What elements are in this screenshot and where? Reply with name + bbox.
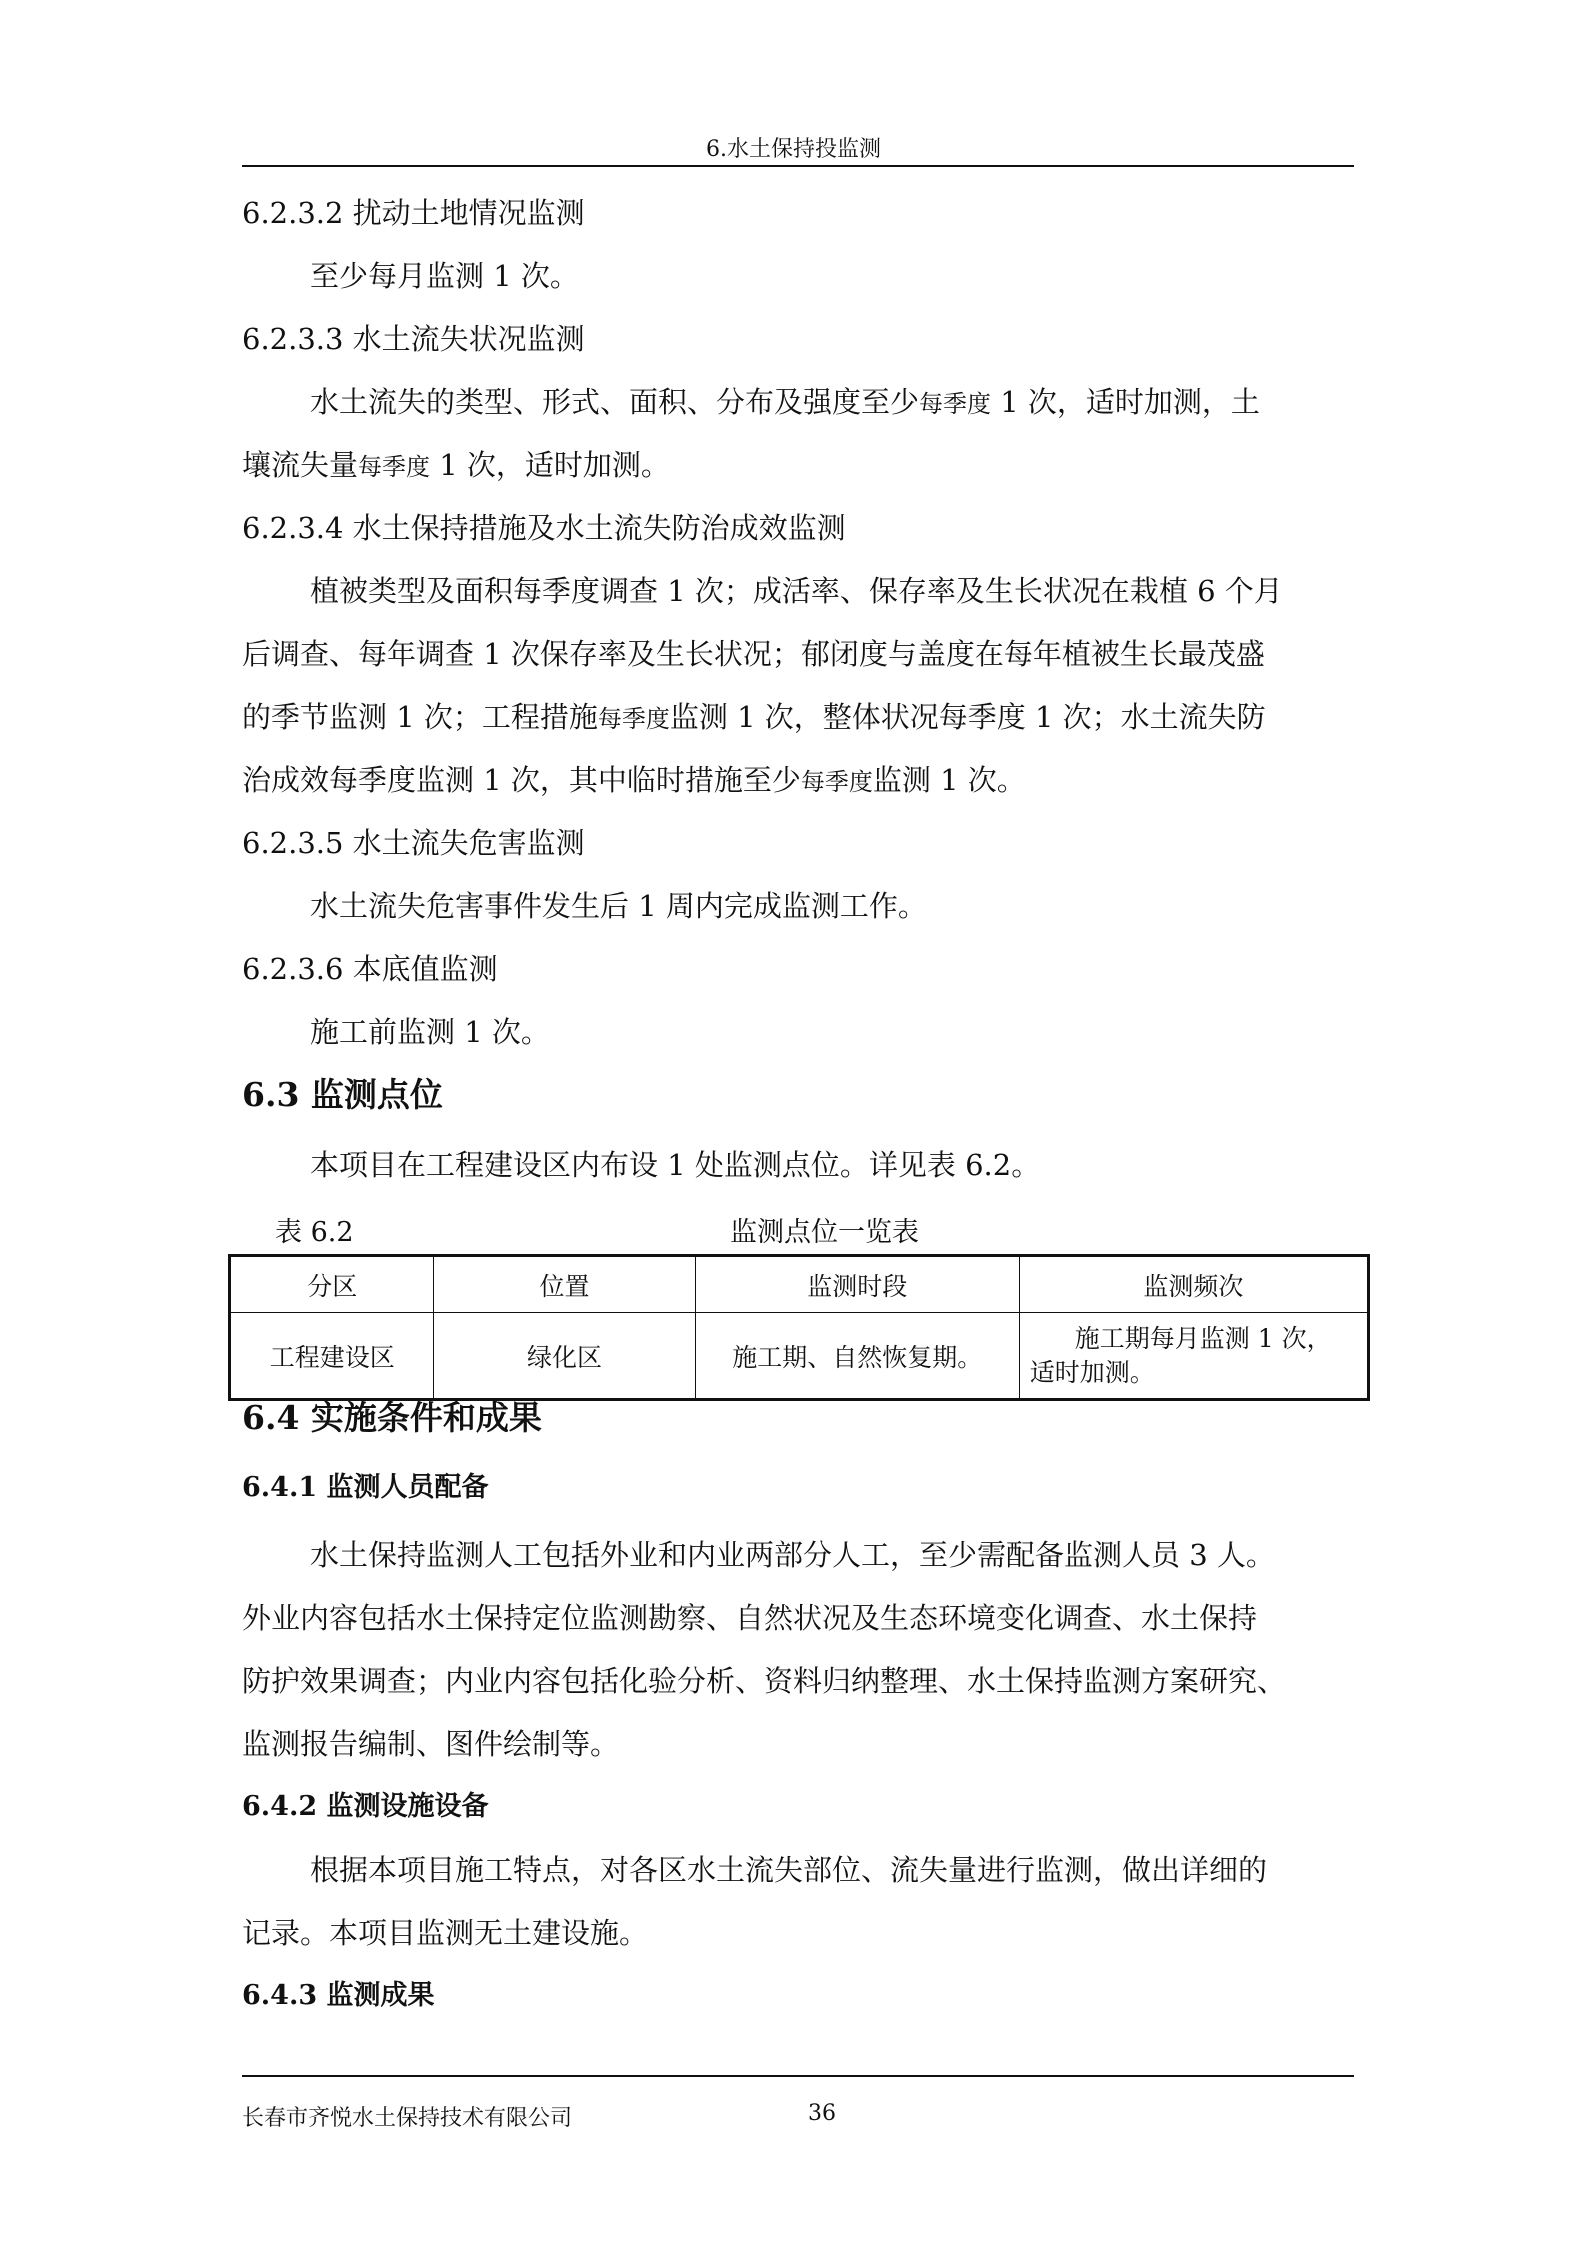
table-row xyxy=(230,1313,1369,1400)
section-6-2-3-6: 6.2.3.6 本底值监测 xyxy=(242,952,498,986)
paragraph-line: 水土保持监测人工包括外业和内业两部分人工，至少需配备监测人员 3 人。 xyxy=(310,1538,1275,1572)
table-header-cell: 位置 xyxy=(434,1256,695,1313)
paragraph-line: 的季节监测 1 次；工程措施每季度监测 1 次，整体状况每季度 1 次；水土流失防 xyxy=(242,700,1266,734)
heading-6-4-1: 6.4.1 监测人员配备 xyxy=(242,1472,489,1503)
heading-6-4-3: 6.4.3 监测成果 xyxy=(242,1980,435,2011)
heading-6-4: 6.4 实施条件和成果 xyxy=(242,1398,542,1437)
section-6-2-3-5: 6.2.3.5 水土流失危害监测 xyxy=(242,826,585,860)
paragraph-line: 监测报告编制、图件绘制等。 xyxy=(242,1727,620,1761)
heading-6-4-2: 6.4.2 监测设施设备 xyxy=(242,1791,489,1822)
paragraph: 水土流失危害事件发生后 1 周内完成监测工作。 xyxy=(310,889,927,923)
paragraph-line: 根据本项目施工特点，对各区水土流失部位、流失量进行监测，做出详细的 xyxy=(310,1853,1268,1887)
paragraph-line: 治成效每季度监测 1 次，其中临时措施至少每季度监测 1 次。 xyxy=(242,763,1026,797)
footer-company: 长春市齐悦水土保持技术有限公司 xyxy=(242,2106,573,2131)
section-6-2-3-3: 6.2.3.3 水土流失状况监测 xyxy=(242,322,585,356)
section-6-2-3-4: 6.2.3.4 水土保持措施及水土流失防治成效监测 xyxy=(242,511,846,545)
heading-6-3: 6.3 监测点位 xyxy=(242,1075,443,1114)
paragraph: 本项目在工程建设区内布设 1 处监测点位。详见表 6.2。 xyxy=(310,1148,1041,1182)
table-cell-period: 施工期、自然恢复期。 xyxy=(695,1313,1019,1400)
table-cell-location: 绿化区 xyxy=(434,1313,695,1400)
paragraph: 施工前监测 1 次。 xyxy=(310,1015,550,1049)
table-cell-frequency xyxy=(1019,1313,1368,1400)
frequency-line: 适时加测。 xyxy=(1029,1357,1155,1387)
table-header-row xyxy=(230,1256,1369,1313)
table-header-cell: 分区 xyxy=(230,1256,434,1313)
frequency-line: 施工期每月监测 1 次， xyxy=(1074,1323,1332,1353)
table-header-cell: 监测频次 xyxy=(1019,1256,1368,1313)
section-6-2-3-2: 6.2.3.2 扰动土地情况监测 xyxy=(242,196,585,230)
footer-rule xyxy=(242,2075,1354,2077)
paragraph-line: 记录。本项目监测无土建设施。 xyxy=(242,1916,649,1950)
paragraph-line: 外业内容包括水土保持定位监测勘察、自然状况及生态环境变化调查、水土保持 xyxy=(242,1601,1258,1635)
paragraph-line: 后调查、每年调查 1 次保存率及生长状况；郁闭度与盖度在每年植被生长最茂盛 xyxy=(242,637,1265,671)
page-header-title: 6.水土保持投监测 xyxy=(706,137,881,162)
header-rule xyxy=(242,165,1354,167)
paragraph: 至少每月监测 1 次。 xyxy=(310,259,579,293)
paragraph-line: 水土流失的类型、形式、面积、分布及强度至少每季度 1 次，适时加测，土 xyxy=(310,385,1260,419)
paragraph-line: 壤流失量每季度 1 次，适时加测。 xyxy=(242,448,670,482)
table-title: 监测点位一览表 xyxy=(730,1217,919,1248)
monitoring-points-table xyxy=(228,1254,1370,1401)
paragraph-line: 植被类型及面积每季度调查 1 次；成活率、保存率及生长状况在栽植 6 个月 xyxy=(310,574,1283,608)
table-header-cell: 监测时段 xyxy=(695,1256,1019,1313)
page-number: 36 xyxy=(808,2101,836,2126)
paragraph-line: 防护效果调查；内业内容包括化验分析、资料归纳整理、水土保持监测方案研究、 xyxy=(242,1664,1287,1698)
table-cell-zone: 工程建设区 xyxy=(230,1313,434,1400)
table-number: 表 6.2 xyxy=(275,1217,354,1248)
